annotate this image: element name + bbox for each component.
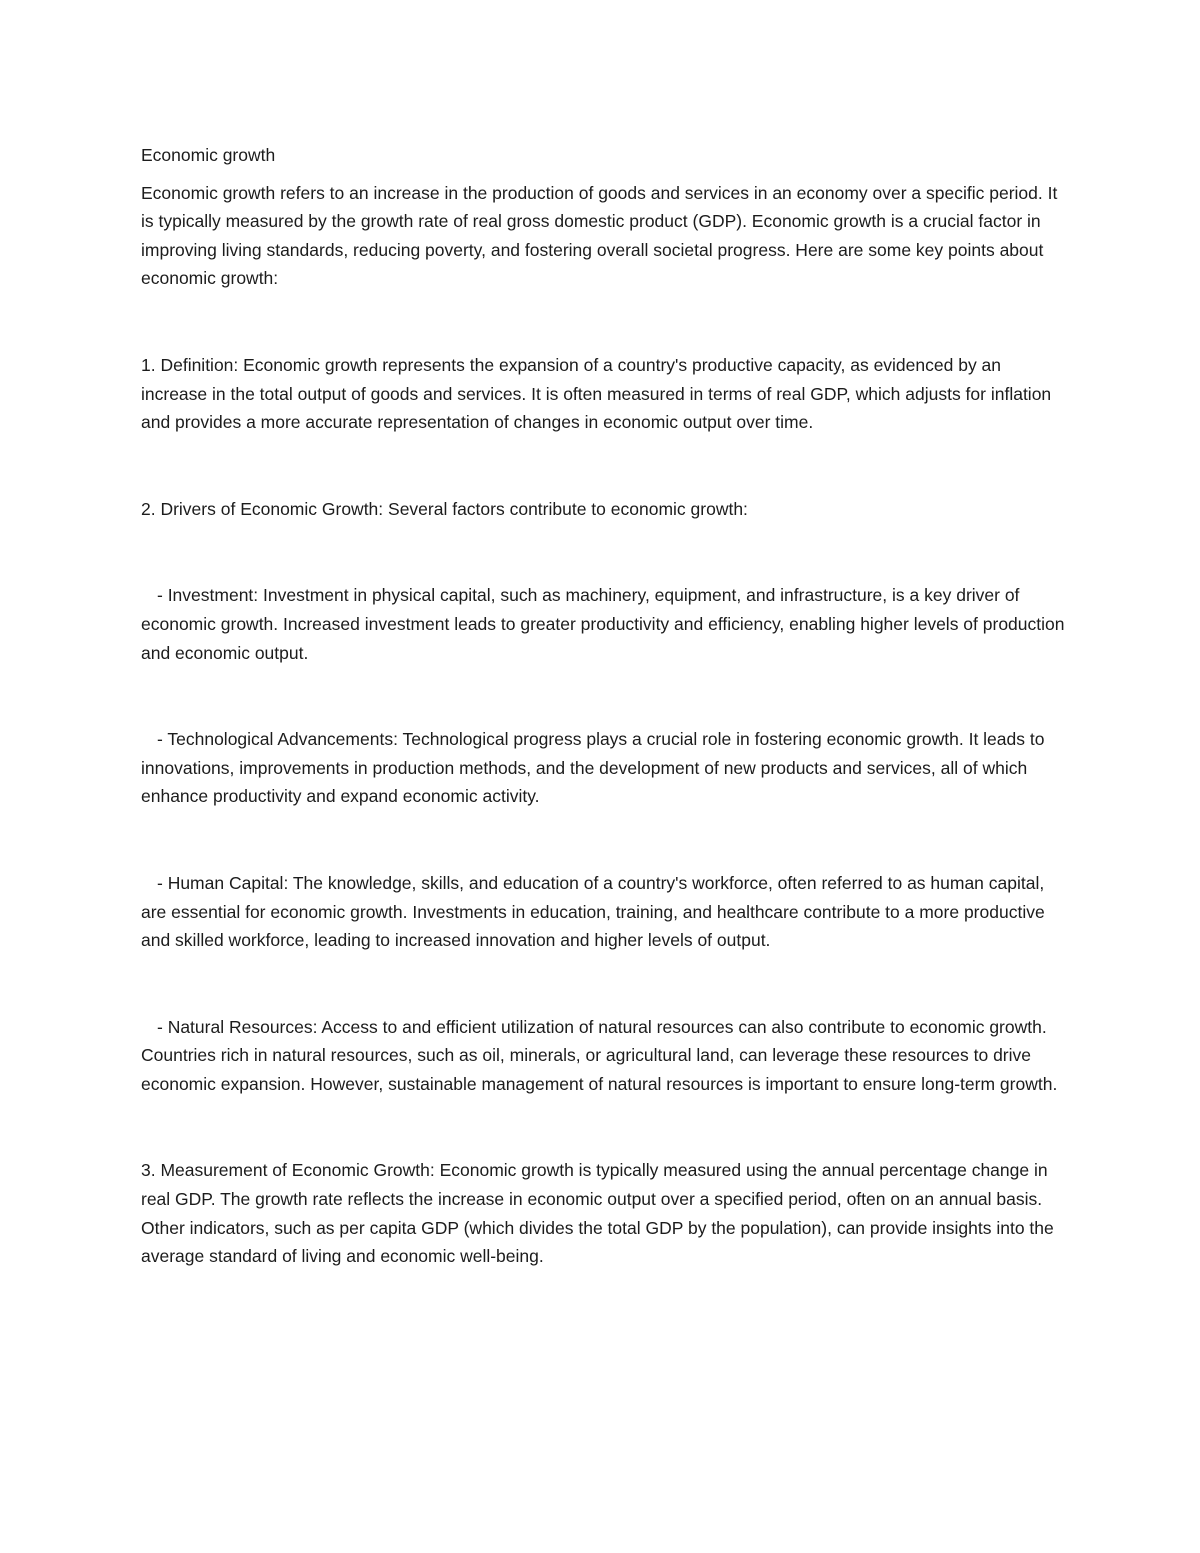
intro-paragraph: Economic growth refers to an increase in the production of goods and services in an economy over a specific period. It is typically measured by the growth rate of real gross domestic product (GDP). Economic growth is a crucial factor in improving living standards, reducing poverty, and fostering overall societal progress. Here are some key points about economic growth: bbox=[141, 182, 1058, 289]
document-title: Economic growth bbox=[141, 145, 276, 165]
document-body bbox=[141, 141, 1065, 1271]
driver-human-capital: - Human Capital: The knowledge, skills, and education of a country's workforce, often referred to as human capital, are essential for economic growth. Investments in education, training, and healthcare contribute to a more productive and skilled workforce, leading to increased innovation and higher levels of output. bbox=[141, 872, 1045, 951]
driver-investment: - Investment: Investment in physical capital, such as machinery, equipment, and infrastructure, is a key driver of economic growth. Increased investment leads to greater productivity and efficiency, enabling higher levels of production and economic output. bbox=[141, 585, 1065, 663]
point-measurement: 3. Measurement of Economic Growth: Economic growth is typically measured using the annual percentage change in real GDP. The growth rate reflects the increase in economic output over a specified period, often on an annual basis. Other indicators, such as per capita GDP (which divides the total GDP by the population), can provide insights into the average standard of living and economic well-being. bbox=[141, 1160, 1054, 1267]
driver-natural-resources: - Natural Resources: Access to and efficient utilization of natural resources can also contribute to economic growth. Countries rich in natural resources, such as oil, minerals, or agricultural land, can leverage these resources to drive economic expansion. However, sustainable management of natural resources is important to ensure long-term growth. bbox=[141, 1016, 1058, 1094]
driver-technological-advancements: - Technological Advancements: Technological progress plays a crucial role in fostering economic growth. It leads to innovations, improvements in production methods, and the development of new products and services, all of which enhance productivity and expand economic activity. bbox=[141, 729, 1045, 807]
point-definition: 1. Definition: Economic growth represents the expansion of a country's productive capacity, as evidenced by an increase in the total output of goods and services. It is often measured in terms of real GDP, which adjusts for inflation and provides a more accurate representation of changes in economic output over time. bbox=[141, 354, 1052, 433]
point-drivers: 2. Drivers of Economic Growth: Several factors contribute to economic growth: bbox=[141, 498, 748, 519]
